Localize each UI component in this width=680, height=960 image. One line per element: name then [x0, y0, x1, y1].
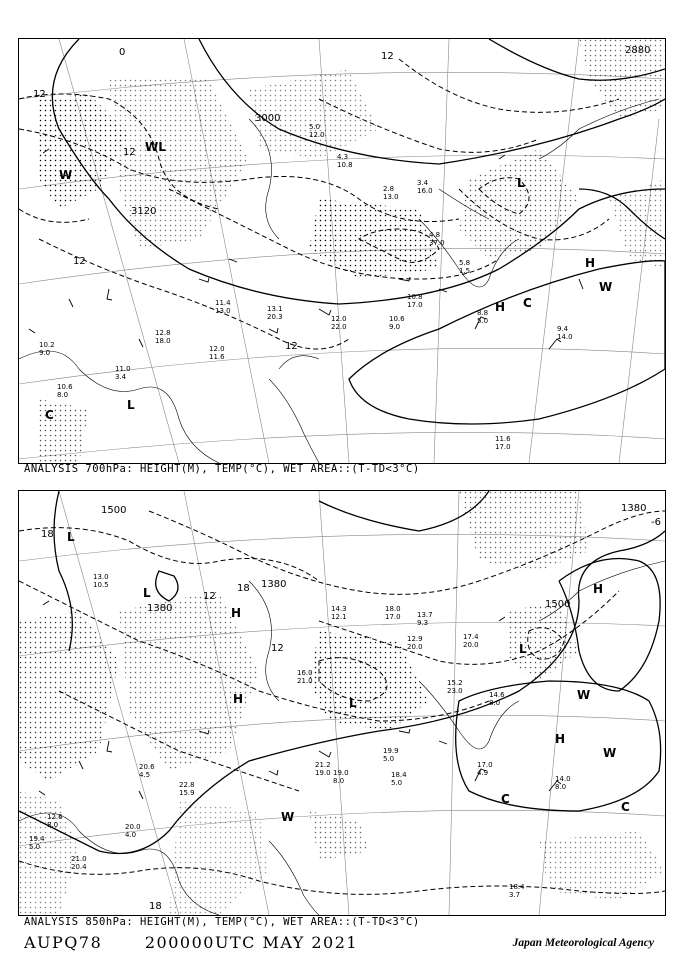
- chart-footer: [24, 933, 394, 952]
- station-plot: [417, 179, 433, 195]
- high-symbol: H: [233, 692, 244, 706]
- svg-text:4.9: 4.9: [477, 769, 489, 777]
- svg-text:10.6: 10.6: [389, 315, 405, 323]
- svg-text:1.5: 1.5: [459, 267, 471, 275]
- svg-text:10.2: 10.2: [39, 341, 55, 349]
- svg-text:8.0: 8.0: [489, 699, 501, 707]
- svg-text:8.0: 8.0: [555, 783, 567, 791]
- warm-symbol: W: [599, 280, 613, 294]
- svg-text:11.0: 11.0: [115, 365, 131, 373]
- station-plot: [495, 435, 511, 451]
- low-symbol: L: [127, 398, 135, 412]
- svg-text:20.6: 20.6: [139, 763, 155, 771]
- svg-text:20.0: 20.0: [407, 643, 423, 651]
- agency-name: Japan Meteorological Agency: [512, 937, 654, 949]
- isotherm-label: 12: [73, 256, 86, 267]
- warm-symbol: W: [281, 810, 295, 824]
- svg-text:21.0: 21.0: [71, 855, 87, 863]
- station-plot: [315, 761, 331, 777]
- high-symbol: H: [231, 606, 242, 620]
- height-label: 1500: [545, 599, 571, 610]
- map-700hpa-svg: [19, 39, 665, 463]
- panel-caption-850hpa: ANALYSIS 850hPa: HEIGHT(M), TEMP(°C), WET AREA::(T-TD<3°C): [24, 916, 420, 928]
- low-symbol: L: [517, 176, 525, 190]
- isotherm-label: 18: [41, 529, 54, 540]
- svg-text:12.0: 12.0: [209, 345, 225, 353]
- station-plot: [39, 341, 55, 357]
- svg-text:18.4: 18.4: [509, 883, 525, 891]
- station-plot: [557, 325, 573, 341]
- svg-text:10.8: 10.8: [337, 161, 353, 169]
- station-plot: [417, 611, 433, 627]
- svg-text:8.0: 8.0: [57, 391, 69, 399]
- warm-symbol: W: [59, 168, 73, 182]
- station-plot: [477, 761, 493, 777]
- svg-text:10.5: 10.5: [93, 581, 109, 589]
- station-plot: [407, 293, 423, 309]
- high-symbol: H: [555, 732, 566, 746]
- svg-text:8.0: 8.0: [47, 821, 59, 829]
- cold-symbol: C: [501, 792, 510, 806]
- svg-text:14.0: 14.0: [557, 333, 573, 341]
- height-label: 1380: [261, 579, 287, 590]
- svg-text:10.8: 10.8: [407, 293, 423, 301]
- isotherm-label: 12: [285, 341, 298, 352]
- svg-text:12.1: 12.1: [331, 613, 347, 621]
- svg-text:15.2: 15.2: [447, 679, 463, 687]
- svg-text:17.0: 17.0: [407, 301, 423, 309]
- height-label: 1380: [621, 503, 647, 514]
- cold-symbol: C: [45, 408, 54, 422]
- svg-text:3.4: 3.4: [417, 179, 429, 187]
- svg-text:21.0: 21.0: [297, 677, 313, 685]
- svg-text:20.0: 20.0: [125, 823, 141, 831]
- svg-text:13.0: 13.0: [383, 193, 399, 201]
- height-label: 2880: [625, 45, 651, 56]
- svg-text:14.0: 14.0: [555, 775, 571, 783]
- svg-text:19.0: 19.0: [315, 769, 331, 777]
- high-symbol: H: [495, 300, 506, 314]
- svg-text:8.8: 8.8: [477, 309, 489, 317]
- wet-areas: [19, 491, 665, 915]
- station-plot: [333, 769, 349, 785]
- svg-text:19.4: 19.4: [29, 835, 45, 843]
- map-panel-700hpa: [18, 38, 666, 464]
- station-plot: [155, 329, 171, 345]
- station-plot: [509, 883, 525, 899]
- isotherm-label: -6: [651, 517, 661, 528]
- svg-text:5.0: 5.0: [477, 317, 489, 325]
- svg-text:23.0: 23.0: [447, 687, 463, 695]
- station-plot: [267, 305, 283, 321]
- svg-text:37.0: 37.0: [429, 239, 445, 247]
- station-plot: [385, 605, 401, 621]
- svg-text:13.1: 13.1: [267, 305, 283, 313]
- svg-text:12.9: 12.9: [407, 635, 423, 643]
- low-symbol: L: [67, 530, 75, 544]
- low-symbol: L: [349, 696, 357, 710]
- svg-text:5.0: 5.0: [309, 123, 321, 131]
- isotherm-label: 12: [123, 147, 136, 158]
- svg-text:9.4: 9.4: [557, 325, 569, 333]
- svg-text:17.0: 17.0: [477, 761, 493, 769]
- station-plot: [447, 679, 463, 695]
- valid-time: 200000UTC MAY 2021: [144, 933, 359, 952]
- chart-code: AUPQ78: [24, 933, 103, 952]
- svg-text:3.4: 3.4: [115, 373, 127, 381]
- svg-text:9.0: 9.0: [389, 323, 401, 331]
- svg-text:5.8: 5.8: [459, 259, 471, 267]
- high-symbol: H: [593, 582, 604, 596]
- svg-text:4.5: 4.5: [139, 771, 151, 779]
- station-plot: [459, 259, 470, 275]
- station-plot: [389, 315, 405, 331]
- station-plot: [297, 669, 313, 685]
- svg-text:4.3: 4.3: [337, 153, 349, 161]
- svg-text:20.4: 20.4: [71, 863, 87, 871]
- svg-text:15.9: 15.9: [179, 789, 195, 797]
- svg-text:12.0: 12.0: [309, 131, 325, 139]
- svg-text:22.8: 22.8: [179, 781, 195, 789]
- station-plot: [209, 345, 225, 361]
- svg-text:18.0: 18.0: [155, 337, 171, 345]
- isotherm-label: 12: [203, 591, 216, 602]
- svg-text:17.0: 17.0: [495, 443, 511, 451]
- station-plot: [215, 299, 231, 315]
- warm-low-symbol: WL: [145, 140, 166, 154]
- station-plot: [383, 747, 399, 763]
- svg-text:4.8: 4.8: [429, 231, 441, 239]
- station-plot: [555, 775, 571, 791]
- panel-caption-700hpa: ANALYSIS 700hPa: HEIGHT(M), TEMP(°C), WET AREA::(T-TD<3°C): [24, 463, 420, 475]
- map-panel-850hpa: [18, 490, 666, 916]
- svg-text:16.0: 16.0: [417, 187, 433, 195]
- height-label: 3000: [255, 113, 281, 124]
- station-plot: [463, 633, 479, 649]
- station-plot: [93, 573, 109, 589]
- svg-text:12.8: 12.8: [155, 329, 171, 337]
- svg-text:5.0: 5.0: [29, 843, 41, 851]
- station-plot: [179, 781, 195, 797]
- svg-text:13.0: 13.0: [215, 307, 231, 315]
- isotherm-label: 18: [237, 583, 250, 594]
- station-plots-850: [29, 573, 571, 899]
- svg-text:9.3: 9.3: [417, 619, 429, 627]
- station-plot: [331, 315, 347, 331]
- isotherm-label: 12: [271, 643, 284, 654]
- station-plot: [407, 635, 423, 651]
- station-plot: [57, 383, 73, 399]
- svg-text:11.4: 11.4: [215, 299, 231, 307]
- isotherm-label: 0: [119, 47, 126, 58]
- warm-symbol: W: [577, 688, 591, 702]
- svg-text:19.9: 19.9: [383, 747, 399, 755]
- height-label: 3120: [131, 206, 157, 217]
- station-plot: [139, 763, 155, 779]
- svg-text:18.0: 18.0: [385, 605, 401, 613]
- svg-text:14.6: 14.6: [489, 691, 505, 699]
- cold-symbol: C: [621, 800, 630, 814]
- low-symbol: L: [519, 642, 527, 656]
- svg-text:11.6: 11.6: [495, 435, 511, 443]
- isotherm-label: 18: [149, 901, 162, 912]
- svg-text:10.6: 10.6: [57, 383, 73, 391]
- svg-text:13.0: 13.0: [93, 573, 109, 581]
- svg-text:5.0: 5.0: [391, 779, 403, 787]
- svg-text:16.0: 16.0: [297, 669, 313, 677]
- svg-text:12.6: 12.6: [47, 813, 63, 821]
- svg-text:4.0: 4.0: [125, 831, 137, 839]
- svg-text:14.3: 14.3: [331, 605, 347, 613]
- warm-symbol: W: [603, 746, 617, 760]
- isotherm-label: 12: [381, 51, 394, 62]
- station-plot: [331, 605, 347, 621]
- height-label: 1500: [101, 505, 127, 516]
- svg-text:9.0: 9.0: [39, 349, 51, 357]
- svg-text:3.7: 3.7: [509, 891, 521, 899]
- svg-text:8.0: 8.0: [333, 777, 345, 785]
- svg-text:2.8: 2.8: [383, 185, 395, 193]
- map-850hpa-svg: [19, 491, 665, 915]
- low-symbol: L: [143, 586, 151, 600]
- svg-text:21.2: 21.2: [315, 761, 331, 769]
- svg-text:20.0: 20.0: [463, 641, 479, 649]
- svg-text:19.0: 19.0: [333, 769, 349, 777]
- svg-text:20.3: 20.3: [267, 313, 283, 321]
- svg-text:12.0: 12.0: [331, 315, 347, 323]
- svg-text:18.4: 18.4: [391, 771, 407, 779]
- svg-text:11.6: 11.6: [209, 353, 225, 361]
- svg-text:17.0: 17.0: [385, 613, 401, 621]
- cold-symbol: C: [523, 296, 532, 310]
- station-plot: [71, 855, 87, 871]
- svg-text:13.7: 13.7: [417, 611, 433, 619]
- height-label: 1380: [147, 603, 173, 614]
- svg-text:17.4: 17.4: [463, 633, 479, 641]
- station-plot: [115, 365, 131, 381]
- station-plot: [383, 185, 399, 201]
- wind-barbs: [39, 601, 561, 799]
- station-plot: [391, 771, 407, 787]
- station-plot: [337, 153, 353, 169]
- high-symbol: H: [585, 256, 596, 270]
- svg-text:5.0: 5.0: [383, 755, 395, 763]
- svg-text:22.0: 22.0: [331, 323, 347, 331]
- isotherm-label: 12: [33, 89, 46, 100]
